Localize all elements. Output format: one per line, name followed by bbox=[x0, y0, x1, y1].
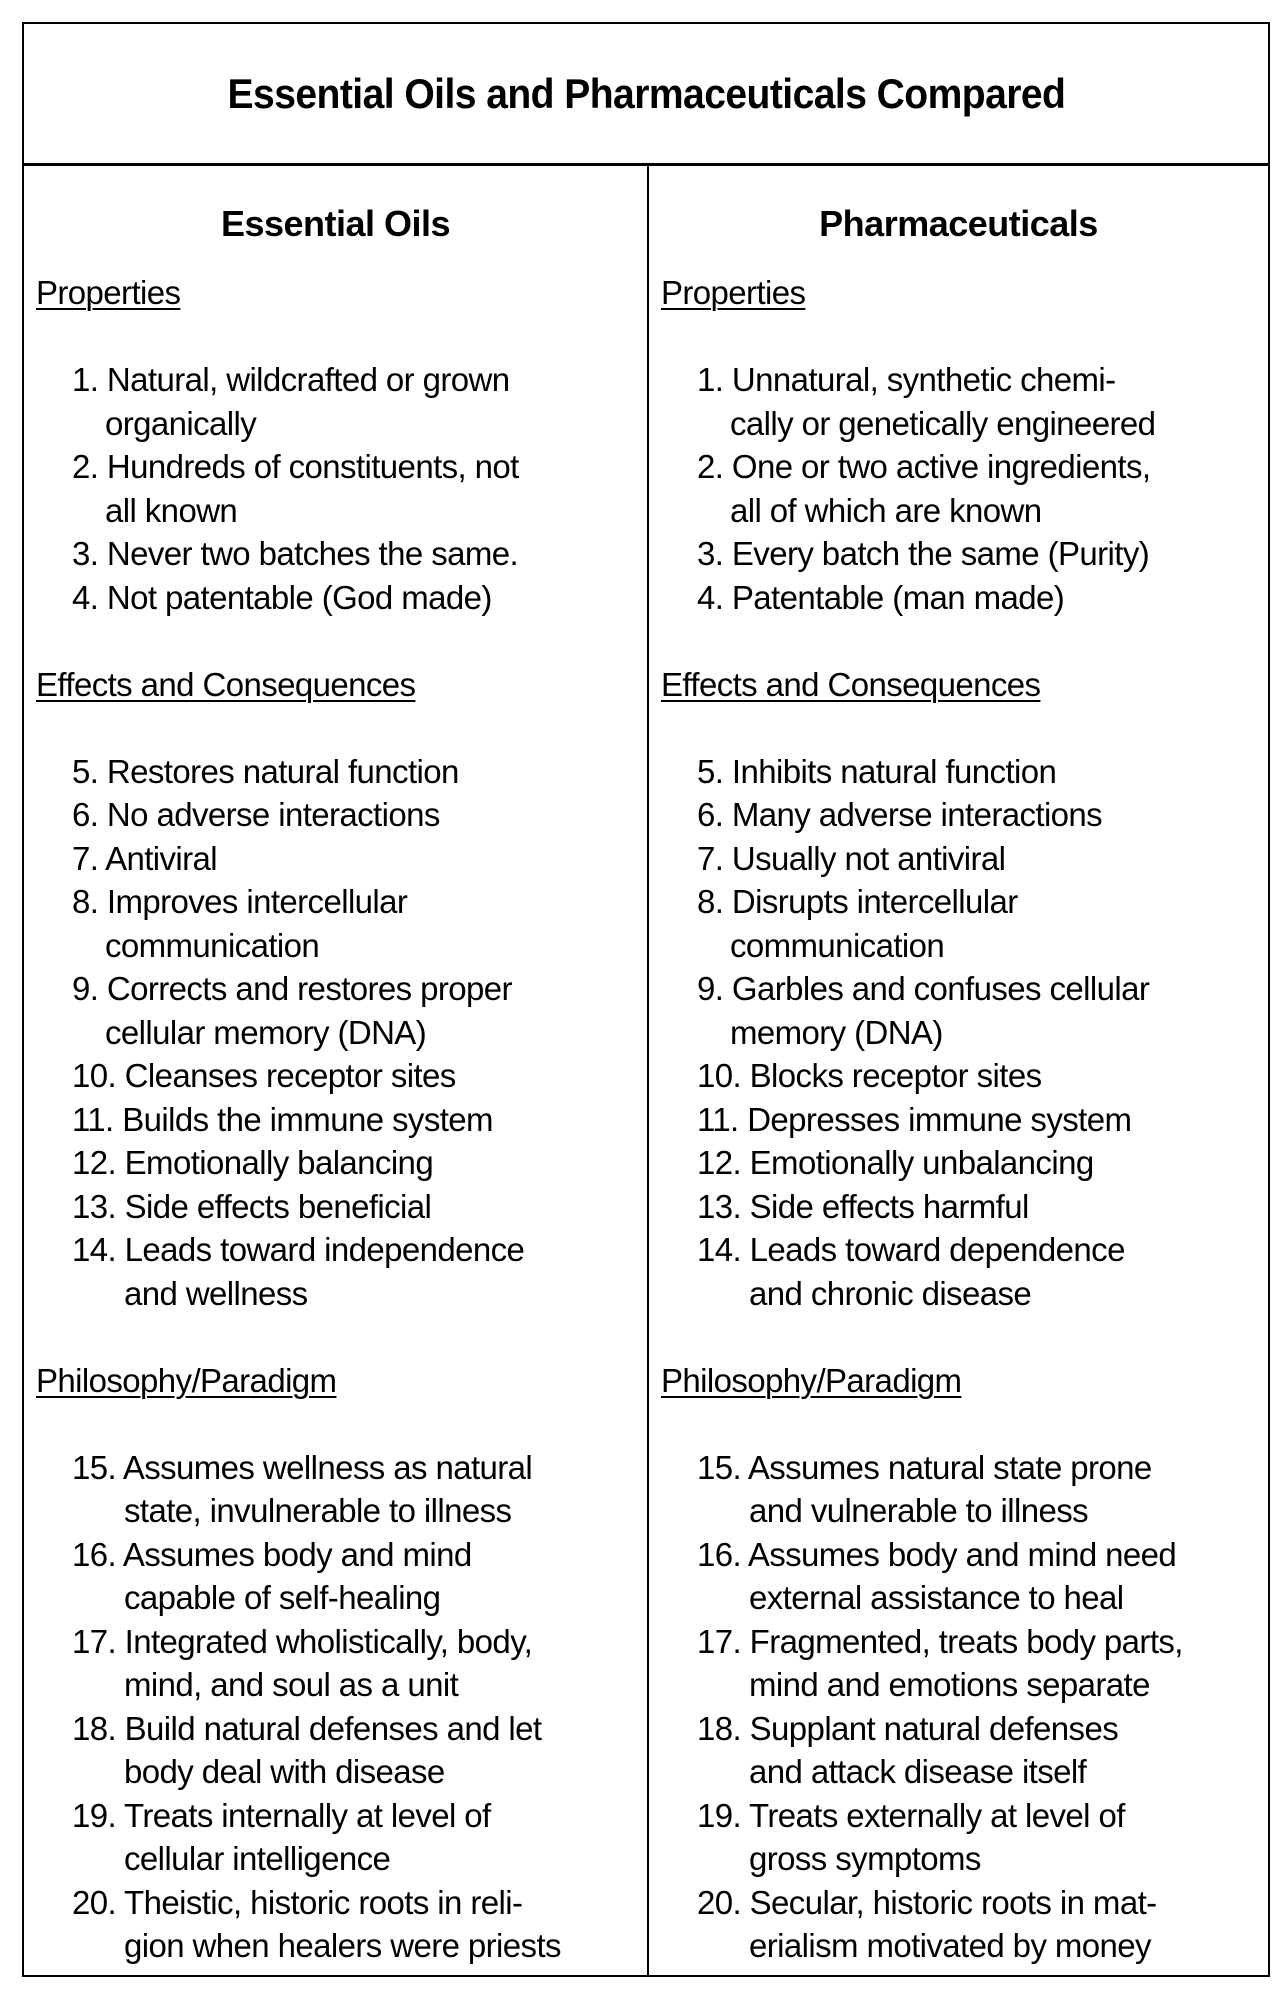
list-item bbox=[661, 880, 1268, 967]
list-item-line: communication bbox=[105, 926, 320, 964]
list-item bbox=[661, 1533, 1268, 1620]
list-item-line: 17. Integrated wholistically, body, bbox=[72, 1622, 533, 1660]
list-item-line: mind, and soul as a unit bbox=[124, 1666, 459, 1703]
list-item-line: 11. Depresses immune system bbox=[697, 1100, 1132, 1138]
list-item bbox=[661, 793, 1268, 837]
section-heading bbox=[661, 1359, 1268, 1403]
list-item-line: capable of self-healing bbox=[124, 1579, 441, 1616]
list-item bbox=[36, 793, 647, 837]
list-item-line: 19. Treats internally at level of bbox=[72, 1796, 491, 1834]
section-heading bbox=[36, 663, 647, 707]
list-item bbox=[661, 358, 1268, 445]
column-body bbox=[36, 271, 647, 1968]
list-item-line: 1. Natural, wildcrafted or grown bbox=[72, 361, 510, 398]
list-item bbox=[36, 1098, 647, 1142]
list-item-line: 18. Supplant natural defenses bbox=[697, 1709, 1119, 1747]
spacer bbox=[661, 1315, 1268, 1359]
list-item-line: 9. Garbles and confuses cellular bbox=[697, 970, 1150, 1007]
list-item bbox=[661, 1185, 1268, 1229]
list-item-line: 13. Side effects harmful bbox=[697, 1187, 1029, 1225]
spacer bbox=[661, 315, 1268, 359]
section-heading-text: Philosophy/Paradigm bbox=[36, 1361, 337, 1399]
list-item bbox=[661, 1446, 1268, 1533]
section-heading-text: Properties bbox=[36, 274, 181, 311]
list-item bbox=[36, 1620, 647, 1707]
list-item-line: external assistance to heal bbox=[749, 1579, 1124, 1616]
spacer bbox=[36, 1402, 647, 1446]
list-item bbox=[661, 1098, 1268, 1142]
list-item-line: and attack disease itself bbox=[749, 1753, 1087, 1790]
section-heading-text: Philosophy/Paradigm bbox=[661, 1361, 962, 1399]
list-item-line: 10. Blocks receptor sites bbox=[697, 1057, 1042, 1094]
list-item-line: memory (DNA) bbox=[730, 1013, 943, 1051]
list-item-line: 17. Fragmented, treats body parts, bbox=[697, 1622, 1183, 1660]
list-item-line: 12. Emotionally unbalancing bbox=[697, 1144, 1094, 1181]
list-item bbox=[661, 532, 1268, 576]
list-item-line: 2. Hundreds of constituents, not bbox=[72, 448, 519, 485]
list-item bbox=[36, 1881, 647, 1968]
comparison-table bbox=[22, 22, 1270, 1977]
list-item bbox=[36, 532, 647, 576]
list-item-line: cellular memory (DNA) bbox=[105, 1013, 427, 1051]
list-item-line: 8. Improves intercellular bbox=[72, 883, 408, 920]
list-item bbox=[661, 1881, 1268, 1968]
list-item bbox=[661, 967, 1268, 1054]
list-item-line: 4. Not patentable (God made) bbox=[72, 578, 492, 616]
list-item-line: 20. Theistic, historic roots in reli- bbox=[72, 1883, 523, 1921]
list-item-line: 16. Assumes body and mind bbox=[72, 1535, 472, 1573]
list-item bbox=[36, 1794, 647, 1881]
list-item bbox=[36, 880, 647, 967]
list-item-line: and wellness bbox=[124, 1274, 308, 1312]
spacer bbox=[36, 315, 647, 359]
spacer bbox=[36, 619, 647, 663]
list-item bbox=[36, 1707, 647, 1794]
list-item bbox=[661, 1620, 1268, 1707]
list-item bbox=[36, 837, 647, 881]
list-item-line: body deal with disease bbox=[124, 1753, 445, 1790]
list-item-line: mind and emotions separate bbox=[749, 1666, 1150, 1703]
column-essential-oils bbox=[24, 166, 649, 1975]
list-item-line: 14. Leads toward independence bbox=[72, 1231, 525, 1268]
list-item bbox=[36, 750, 647, 794]
list-item-line: gion when healers were priests bbox=[124, 1927, 561, 1964]
list-item bbox=[661, 1707, 1268, 1794]
list-item bbox=[661, 837, 1268, 881]
title-row bbox=[24, 24, 1268, 166]
list-item-line: 16. Assumes body and mind need bbox=[697, 1535, 1177, 1573]
list-item bbox=[36, 1054, 647, 1098]
list-item-line: cally or genetically engineered bbox=[730, 404, 1156, 442]
list-item-line: 6. Many adverse interactions bbox=[697, 796, 1103, 833]
column-pharmaceuticals bbox=[649, 166, 1268, 1975]
list-item bbox=[36, 445, 647, 532]
list-item-line: 5. Restores natural function bbox=[72, 752, 459, 790]
spacer bbox=[661, 1402, 1268, 1446]
list-item bbox=[661, 1054, 1268, 1098]
list-item-line: all known bbox=[105, 491, 238, 529]
list-item bbox=[661, 750, 1268, 794]
column-body bbox=[661, 271, 1268, 1968]
page-title: Essential Oils and Pharmaceuticals Compared bbox=[227, 69, 1065, 117]
list-item-line: communication bbox=[730, 926, 945, 964]
list-item-line: state, invulnerable to illness bbox=[124, 1492, 512, 1529]
list-item-line: organically bbox=[105, 404, 257, 442]
list-item bbox=[36, 1228, 647, 1315]
list-item-line: 20. Secular, historic roots in mat- bbox=[697, 1883, 1157, 1921]
spacer bbox=[661, 619, 1268, 663]
section-heading-text: Properties bbox=[661, 274, 806, 311]
list-item-line: 19. Treats externally at level of bbox=[697, 1796, 1125, 1834]
list-item bbox=[661, 1794, 1268, 1881]
list-item bbox=[36, 1533, 647, 1620]
list-item bbox=[661, 1141, 1268, 1185]
list-item-line: 7. Usually not antiviral bbox=[697, 839, 1006, 877]
list-item bbox=[36, 967, 647, 1054]
section-heading-text: Effects and Consequences bbox=[661, 665, 1041, 703]
section-heading-text: Effects and Consequences bbox=[36, 665, 416, 703]
list-item-line: 8. Disrupts intercellular bbox=[697, 883, 1018, 920]
list-item-line: erialism motivated by money bbox=[749, 1927, 1151, 1964]
list-item-line: gross symptoms bbox=[749, 1840, 981, 1877]
section-heading bbox=[36, 271, 647, 315]
spacer bbox=[661, 706, 1268, 750]
list-item-line: and chronic disease bbox=[749, 1274, 1032, 1312]
list-item-line: 15. Assumes wellness as natural bbox=[72, 1448, 533, 1486]
list-item-line: 13. Side effects beneficial bbox=[72, 1187, 432, 1225]
list-item bbox=[661, 1228, 1268, 1315]
list-item-line: 10. Cleanses receptor sites bbox=[72, 1057, 456, 1094]
column-header: Essential Oils bbox=[220, 203, 451, 244]
list-item-line: 3. Every batch the same (Purity) bbox=[697, 535, 1150, 572]
list-item bbox=[36, 1185, 647, 1229]
section-heading bbox=[661, 271, 1268, 315]
list-item-line: 3. Never two batches the same. bbox=[72, 535, 519, 572]
list-item-line: 4. Patentable (man made) bbox=[697, 578, 1065, 616]
list-item bbox=[36, 358, 647, 445]
list-item-line: 7. Antiviral bbox=[72, 839, 218, 877]
list-item bbox=[36, 1446, 647, 1533]
list-item bbox=[36, 1141, 647, 1185]
list-item-line: all of which are known bbox=[730, 491, 1042, 529]
list-item bbox=[661, 576, 1268, 620]
list-item bbox=[661, 445, 1268, 532]
column-header: Pharmaceuticals bbox=[819, 203, 1098, 244]
list-item-line: 12. Emotionally balancing bbox=[72, 1144, 434, 1181]
list-item-line: 1. Unnatural, synthetic chemi- bbox=[697, 361, 1116, 398]
list-item bbox=[36, 576, 647, 620]
section-heading bbox=[661, 663, 1268, 707]
list-item-line: 15. Assumes natural state prone bbox=[697, 1448, 1152, 1486]
list-item-line: and vulnerable to illness bbox=[749, 1492, 1089, 1529]
list-item-line: 9. Corrects and restores proper bbox=[72, 970, 512, 1007]
list-item-line: 6. No adverse interactions bbox=[72, 796, 440, 833]
list-item-line: cellular intelligence bbox=[124, 1840, 391, 1877]
list-item-line: 5. Inhibits natural function bbox=[697, 752, 1057, 790]
spacer bbox=[36, 706, 647, 750]
list-item-line: 2. One or two active ingredients, bbox=[697, 448, 1151, 485]
list-item-line: 18. Build natural defenses and let bbox=[72, 1709, 542, 1747]
spacer bbox=[36, 1315, 647, 1359]
list-item-line: 14. Leads toward dependence bbox=[697, 1231, 1125, 1268]
list-item-line: 11. Builds the immune system bbox=[72, 1100, 493, 1138]
section-heading bbox=[36, 1359, 647, 1403]
